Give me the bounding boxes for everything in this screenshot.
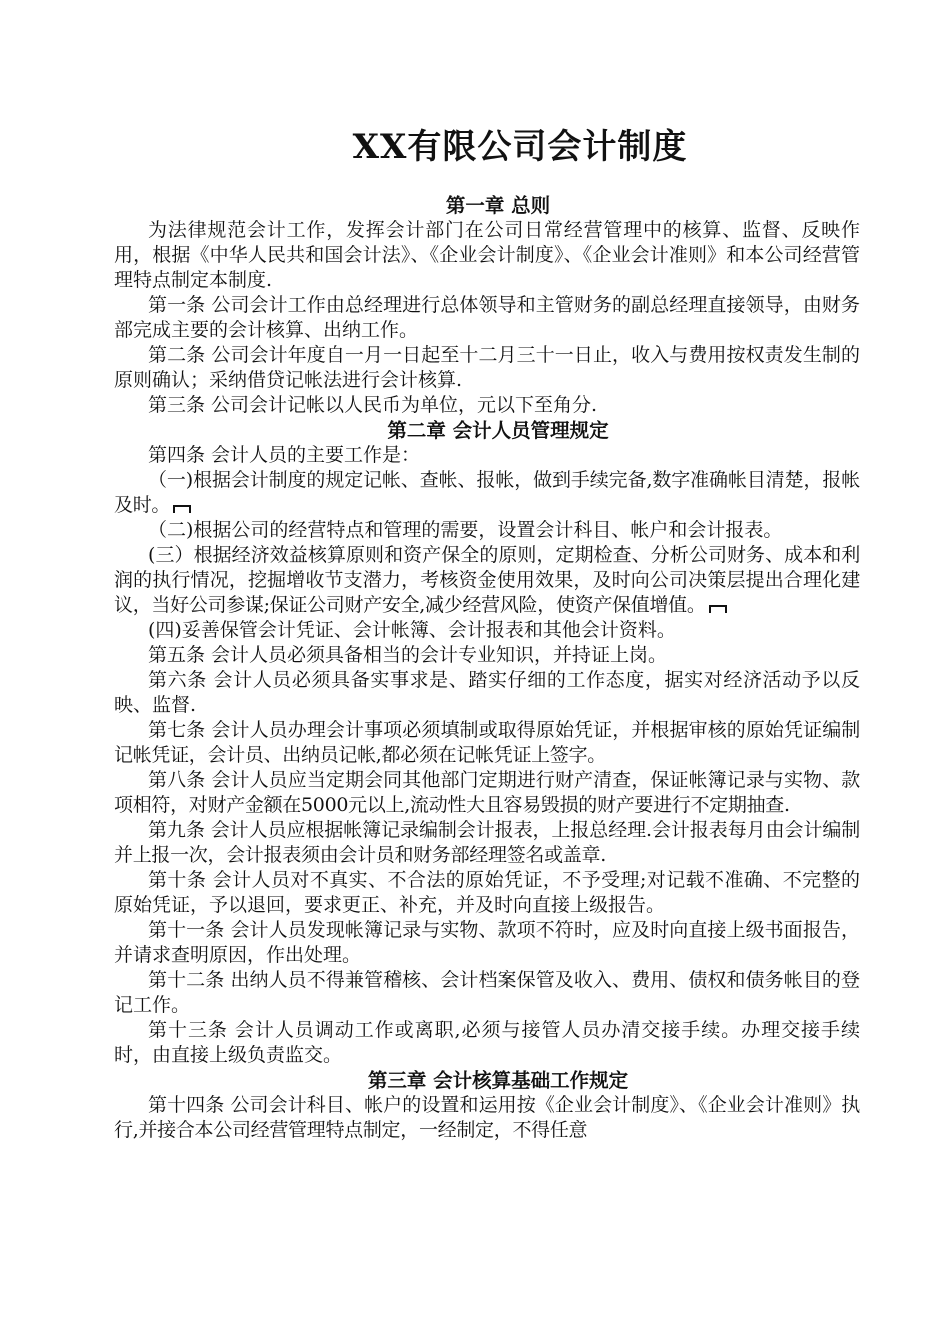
- paragraph-text: (三）根据经济效益核算原则和资产保全的原则，定期检查、分析公司财务、成本和利润的执行情况，挖掘增收节支潜力，考核资金使用效果，及时向公司决策层提出合理化建议，当好公司参谋;保证公司财产安全,减少经营风险，使资产保值增值。: [114, 544, 860, 616]
- paragraph-mark-icon: [173, 505, 191, 513]
- list-item-paragraph: (四)妥善保管会计凭证、会计帐簿、会计报表和其他会计资料。: [148, 619, 676, 641]
- article-paragraph: 第八条 会计人员应当定期会同其他部门定期进行财产清查，保证帐簿记录与实物、款项相符，对财产金额在5000元以上,流动性大且容易毁损的财产要进行不定期抽查.: [114, 769, 860, 816]
- paragraph: 为法律规范会计工作，发挥会计部门在公司日常经营管理中的核算、监督、反映作用，根据《中华人民共和国会计法》、《企业会计制度》、《企业会计准则》和本公司经营管理特点制定本制度.: [114, 219, 860, 291]
- article-paragraph: 第二条 公司会计年度自一月一日起至十二月三十一日止，收入与费用按权责发生制的原则确认；采纳借贷记帐法进行会计核算.: [114, 344, 860, 391]
- article-paragraph: 第十四条 公司会计科目、帐户的设置和运用按《企业会计制度》、《企业会计准则》执行,并接合本公司经营管理特点制定，一经制定，不得任意: [114, 1094, 860, 1141]
- list-item-paragraph: [114, 468, 860, 518]
- article-paragraph: 第七条 会计人员办理会计事项必须填制或取得原始凭证，并根据审核的原始凭证编制记帐凭证，会计员、出纳员记帐,都必须在记帐凭证上签字。: [114, 719, 860, 766]
- document-title: XX有限公司会计制度: [352, 127, 688, 167]
- article-paragraph: 第一条 公司会计工作由总经理进行总体领导和主管财务的副总经理直接领导，由财务部完成主要的会计核算、出纳工作。: [114, 294, 860, 341]
- chapter-heading: 第二章 会计人员管理规定: [387, 419, 609, 442]
- article-paragraph: 第十一条 会计人员发现帐簿记录与实物、款项不符时，应及时向直接上级书面报告，并请求查明原因，作出处理。: [114, 919, 860, 966]
- article-paragraph: 第六条 会计人员必须具备实事求是、踏实仔细的工作态度，据实对经济活动予以反映、监督.: [114, 669, 860, 716]
- article-paragraph: 第三条 公司会计记帐以人民币为单位，元以下至角分.: [148, 394, 598, 416]
- article-paragraph: 第十二条 出纳人员不得兼管稽核、会计档案保管及收入、费用、债权和债务帐目的登记工作。: [114, 969, 860, 1016]
- article-paragraph: 第九条 会计人员应根据帐簿记录编制会计报表，上报总经理.会计报表每月由会计编制并上报一次，会计报表须由会计员和财务部经理签名或盖章.: [114, 819, 860, 866]
- chapter-heading: 第三章 会计核算基础工作规定: [367, 1069, 629, 1092]
- chapter-heading: 第一章 总则: [445, 194, 551, 217]
- paragraph-text: （一)根据会计制度的规定记帐、查帐、报帐，做到手续完备,数字准确帐目清楚，报帐及时。: [114, 469, 860, 516]
- paragraph-mark-icon: [709, 605, 727, 613]
- list-item-paragraph: [114, 543, 860, 618]
- list-item-paragraph: （二)根据公司的经营特点和管理的需要，设置会计科目、帐户和会计报表。: [148, 519, 783, 541]
- article-paragraph: 第十三条 会计人员调动工作或离职,必须与接管人员办清交接手续。办理交接手续时，由直接上级负责监交。: [114, 1019, 860, 1066]
- document-body: [114, 193, 860, 1143]
- article-paragraph: 第四条 会计人员的主要工作是：: [148, 444, 421, 466]
- article-paragraph: 第十条 会计人员对不真实、不合法的原始凭证，不予受理;对记载不准确、不完整的原始凭证，予以退回，要求更正、补充，并及时向直接上级报告。: [114, 869, 860, 916]
- article-paragraph: 第五条 会计人员必须具备相当的会计专业知识，并持证上岗。: [148, 644, 668, 666]
